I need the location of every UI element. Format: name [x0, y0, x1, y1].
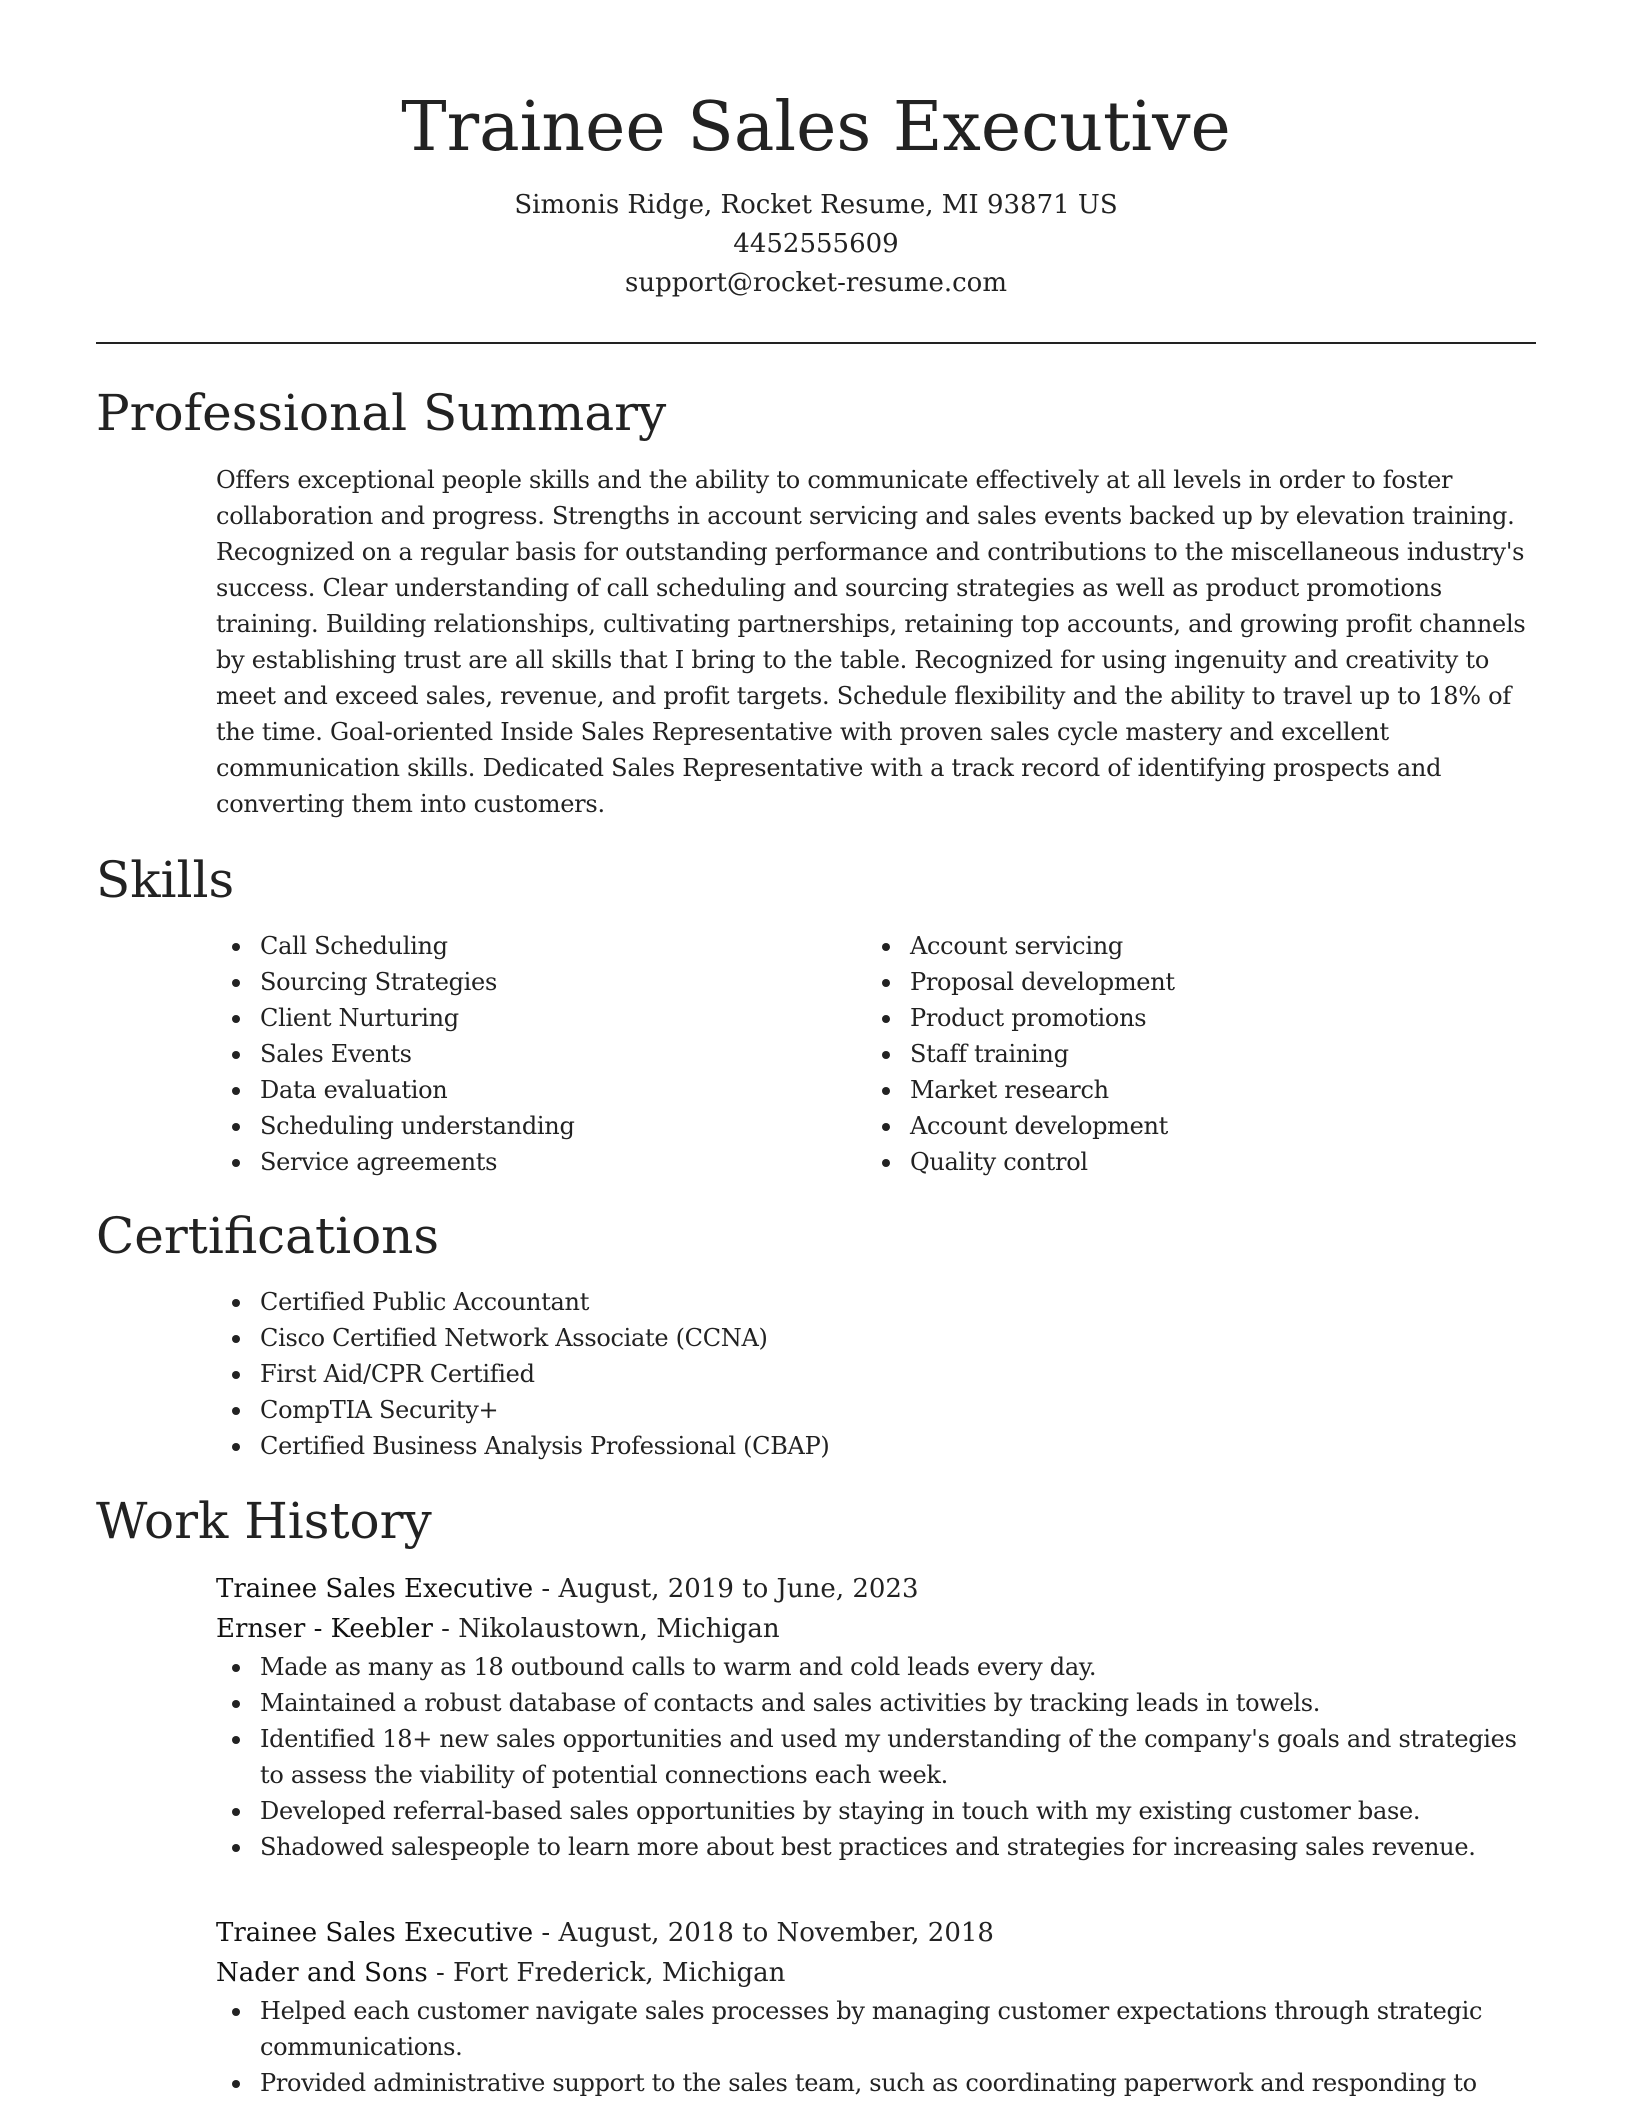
contact-phone: 4452555609	[733, 229, 899, 259]
skill-item: Account servicing	[866, 928, 1506, 964]
job-title: Trainee Sales Executive	[216, 1918, 534, 1948]
job-bullet: Developed referral-based sales opportunities by staying in touch with my existing customer base.	[216, 1793, 1536, 1829]
skill-item: Account development	[866, 1108, 1506, 1144]
job-title-line	[216, 1913, 1536, 1953]
skill-item: Proposal development	[866, 964, 1506, 1000]
summary-heading: Professional Summary	[96, 384, 667, 442]
job-company: Nader and Sons	[216, 1958, 428, 1988]
certification-item: CompTIA Security+	[216, 1392, 1516, 1428]
skill-item: Call Scheduling	[216, 928, 856, 964]
job-entry	[216, 1569, 1536, 1865]
job-bullet: Helped each customer navigate sales processes by managing customer expectations through strategic communications.	[216, 1993, 1536, 2065]
skill-item: Product promotions	[866, 1000, 1506, 1036]
job-bullet: Identified 18+ new sales opportunities and used my understanding of the company's goals and strategies to assess the viability of potential connections each week.	[216, 1721, 1536, 1793]
contact-address: Simonis Ridge, Rocket Resume, MI 93871 US	[514, 190, 1118, 220]
skill-item: Staff training	[866, 1036, 1506, 1072]
skill-item: Quality control	[866, 1144, 1506, 1180]
skill-item: Scheduling understanding	[216, 1108, 856, 1144]
job-bullet: Maintained a robust database of contacts and sales activities by tracking leads in towels.	[216, 1685, 1536, 1721]
job-entry	[216, 1913, 1536, 2101]
work-history-heading: Work History	[96, 1492, 432, 1550]
certification-item: Certified Public Accountant	[216, 1284, 1516, 1320]
certifications-heading: Certifications	[96, 1207, 440, 1265]
job-dates: - August, 2019 to June, 2023	[533, 1574, 919, 1604]
job-location: - Nikolaustown, Michigan	[432, 1614, 780, 1644]
skill-item: Data evaluation	[216, 1072, 856, 1108]
job-bullet: Shadowed salespeople to learn more about best practices and strategies for increasing sales revenue.	[216, 1829, 1536, 1865]
contact-block	[96, 186, 1536, 303]
skills-heading: Skills	[96, 851, 235, 909]
candidate-name: Trainee Sales Executive	[401, 88, 1231, 167]
skill-item: Sourcing Strategies	[216, 964, 856, 1000]
job-bullets	[216, 1993, 1536, 2101]
job-bullet: Made as many as 18 outbound calls to warm and cold leads every day.	[216, 1649, 1536, 1685]
job-bullets	[216, 1649, 1536, 1865]
skills-list-right	[866, 928, 1506, 1180]
skill-item: Sales Events	[216, 1036, 856, 1072]
job-title: Trainee Sales Executive	[216, 1574, 534, 1604]
job-company: Ernser - Keebler	[216, 1614, 433, 1644]
certification-item: Certified Business Analysis Professional (CBAP)	[216, 1428, 1516, 1464]
skill-item: Market research	[866, 1072, 1506, 1108]
certification-item: Cisco Certified Network Associate (CCNA)	[216, 1320, 1516, 1356]
job-bullet: Provided administrative support to the sales team, such as coordinating paperwork and responding to	[216, 2065, 1536, 2101]
job-title-line	[216, 1569, 1536, 1609]
job-location: - Fort Frederick, Michigan	[427, 1958, 786, 1988]
job-dates: - August, 2018 to November, 2018	[533, 1918, 994, 1948]
job-company-line	[216, 1953, 1536, 1993]
skill-item: Service agreements	[216, 1144, 856, 1180]
header-divider	[96, 342, 1536, 344]
skill-item: Client Nurturing	[216, 1000, 856, 1036]
certifications-list	[216, 1284, 1516, 1464]
summary-text: Offers exceptional people skills and the ability to communicate effectively at all levels in order to foster collaboration and progress. Strengths in account servicing and sales events backed up by elevation training. Recognized on a regular basis for outstanding performance and contributions to the miscellaneous industry's success. Clear understanding of call scheduling and sourcing strategies as well as product promotions training. Building relationships, cultivating partnerships, retaining top accounts, and growing profit channels by establishing trust are all skills that I bring to the table. Recognized for using ingenuity and creativity to meet and exceed sales, revenue, and profit targets. Schedule flexibility and the ability to travel up to 18% of the time. Goal-oriented Inside Sales Representative with proven sales cycle mastery and excellent communication skills. Dedicated Sales Representative with a track record of identifying prospects and converting them into customers.	[216, 466, 1526, 818]
contact-email: support@rocket-resume.com	[624, 268, 1007, 298]
skills-list-left	[216, 928, 856, 1180]
resume-header	[96, 82, 1536, 303]
certification-item: First Aid/CPR Certified	[216, 1356, 1516, 1392]
job-company-line	[216, 1609, 1536, 1649]
